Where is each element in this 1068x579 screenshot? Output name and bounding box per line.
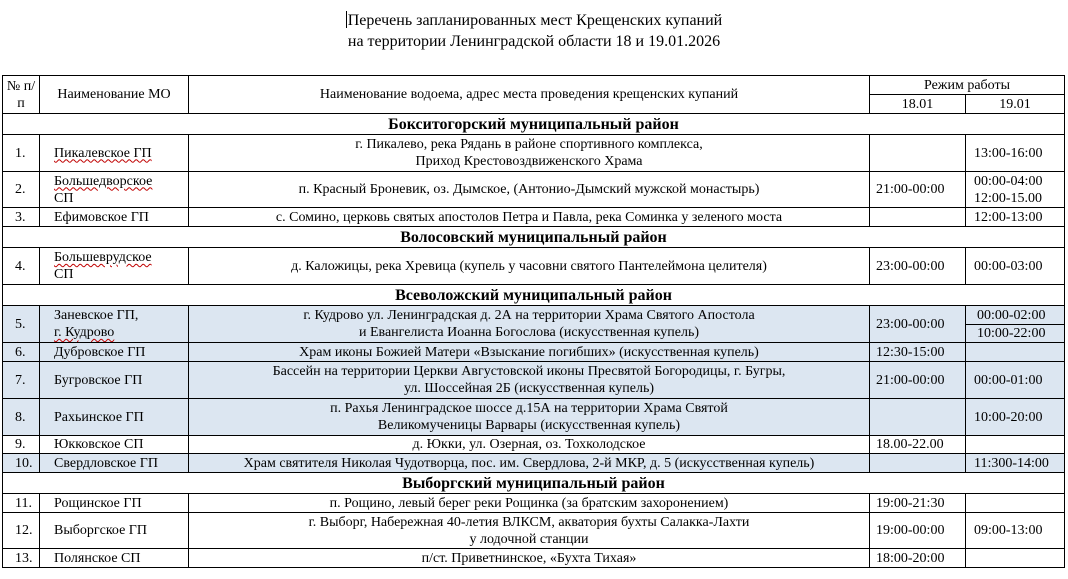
table-row — [3, 248, 1065, 285]
title-line-2: на территории Ленинградской области 18 и 19.01.2026 — [347, 33, 721, 50]
row-mo: Бугровское ГП — [40, 362, 189, 399]
row-time-18: 18.00-22.00 — [870, 436, 966, 454]
table-row — [3, 172, 1065, 208]
header-mo: Наименование МО — [40, 76, 189, 114]
title-line-1: Перечень запланированных мест Крещенских купаний — [347, 12, 723, 29]
row-time-18: 12:30-15:00 — [870, 343, 966, 362]
row-time-19: 13:00-16:00 — [966, 135, 1065, 172]
row-num: 1. — [3, 135, 40, 172]
table-row — [3, 399, 1065, 436]
row-address: п. Красный Броневик, оз. Дымское, (Антонио-Дымский мужской монастырь) — [189, 172, 870, 208]
row-num: 7. — [3, 362, 40, 399]
table-row — [3, 436, 1065, 454]
row-num: 13. — [3, 549, 40, 568]
row-address: п. Рахья Ленинградское шоссе д.15А на территории Храма Святой Великомученицы Варвары (искусственная купель) — [189, 399, 870, 436]
row-address: д. Каложицы, река Хревица (купель у часовни святого Пантелеймона целителя) — [189, 248, 870, 285]
table-row — [3, 208, 1065, 227]
row-time-19: 00:00-03:00 — [966, 248, 1065, 285]
row-num: 11. — [3, 494, 40, 513]
row-time-19: 10:00-20:00 — [966, 399, 1065, 436]
header-date-19: 19.01 — [966, 95, 1065, 114]
row-address: г. Пикалево, река Рядань в районе спортивного комплекса, Приход Крестовоздвиженского Храма — [189, 135, 870, 172]
row-time-18: 23:00-00:00 — [870, 248, 966, 285]
header-num: № п/п — [3, 76, 40, 114]
row-mo: Пикалевское ГП — [40, 135, 189, 172]
table-row — [3, 549, 1065, 568]
table-row — [3, 306, 1065, 343]
table-row — [3, 454, 1065, 473]
row-mo: Большедворское СП — [40, 172, 189, 208]
row-num: 6. — [3, 343, 40, 362]
document-title — [0, 10, 1068, 52]
row-time-19 — [966, 436, 1065, 454]
header-address: Наименование водоема, адрес места проведения крещенских купаний — [189, 76, 870, 114]
row-address: Храм иконы Божией Матери «Взыскание погибших» (искусственная купель) — [189, 343, 870, 362]
bathing-places-table — [2, 75, 1065, 568]
row-num: 8. — [3, 399, 40, 436]
text-cursor — [346, 11, 347, 28]
row-time-19: 00:00-02:00 10:00-22:00 — [966, 306, 1065, 343]
row-time-19 — [966, 549, 1065, 568]
row-address: п. Рощино, левый берег реки Рощинка (за братским захоронением) — [189, 494, 870, 513]
row-address: Бассейн на территории Церкви Августовской иконы Пресвятой Богородицы, г. Бугры, ул. Шоссейная 2Б (искусственная купель) — [189, 362, 870, 399]
region-row: Бокситогорский муниципальный район — [3, 114, 1065, 135]
header-date-18: 18.01 — [870, 95, 966, 114]
region-row: Волосовский муниципальный район — [3, 227, 1065, 248]
row-address: Храм святителя Николая Чудотворца, пос. им. Свердлова, 2-й МКР, д. 5 (искусственная купель) — [189, 454, 870, 473]
row-address: д. Юкки, ул. Озерная, оз. Тохколодское — [189, 436, 870, 454]
row-time-18: 19:00-00:00 — [870, 513, 966, 549]
table-row — [3, 343, 1065, 362]
row-num: 10. — [3, 454, 40, 473]
region-row: Выборгский муниципальный район — [3, 473, 1065, 494]
table-row — [3, 362, 1065, 399]
row-mo: Юкковское СП — [40, 436, 189, 454]
row-time-18: 19:00-21:30 — [870, 494, 966, 513]
row-time-18 — [870, 399, 966, 436]
row-time-19: 00:00-04:00 12:00-15.00 — [966, 172, 1065, 208]
row-address: п/ст. Приветнинское, «Бухта Тихая» — [189, 549, 870, 568]
row-time-18: 23:00-00:00 — [870, 306, 966, 343]
row-time-18: 21:00-00:00 — [870, 362, 966, 399]
table-row — [3, 513, 1065, 549]
row-time-18 — [870, 135, 966, 172]
header-mode: Режим работы — [870, 76, 1065, 95]
row-mo: Заневское ГП, г. Кудрово — [40, 306, 189, 343]
row-mo: Ефимовское ГП — [40, 208, 189, 227]
row-time-19: 09:00-13:00 — [966, 513, 1065, 549]
row-time-19: 11:300-14:00 — [966, 454, 1065, 473]
row-time-19: 12:00-13:00 — [966, 208, 1065, 227]
row-mo: Дубровское ГП — [40, 343, 189, 362]
row-mo: Большеврудское СП — [40, 248, 189, 285]
row-time-19 — [966, 494, 1065, 513]
row-num: 5. — [3, 306, 40, 343]
row-time-19 — [966, 343, 1065, 362]
row-time-18 — [870, 454, 966, 473]
row-address: с. Сомино, церковь святых апостолов Петра и Павла, река Соминка у зеленого моста — [189, 208, 870, 227]
row-mo: Рощинское ГП — [40, 494, 189, 513]
row-mo: Выборгское ГП — [40, 513, 189, 549]
table-row — [3, 135, 1065, 172]
table-row — [3, 494, 1065, 513]
row-num: 4. — [3, 248, 40, 285]
row-num: 9. — [3, 436, 40, 454]
row-time-18 — [870, 208, 966, 227]
row-num: 3. — [3, 208, 40, 227]
region-row: Всеволожский муниципальный район — [3, 285, 1065, 306]
row-mo: Полянское СП — [40, 549, 189, 568]
row-address: г. Выборг, Набережная 40-летия ВЛКСМ, акватория бухты Салакка-Лахти у лодочной станции — [189, 513, 870, 549]
row-time-18: 21:00-00:00 — [870, 172, 966, 208]
row-time-18: 18:00-20:00 — [870, 549, 966, 568]
row-num: 12. — [3, 513, 40, 549]
row-mo: Рахьинское ГП — [40, 399, 189, 436]
row-address: г. Кудрово ул. Ленинградская д. 2А на территории Храма Святого Апостола и Евангелиста Иоанна Богослова (искусственная купель) — [189, 306, 870, 343]
row-num: 2. — [3, 172, 40, 208]
row-mo: Свердловское ГП — [40, 454, 189, 473]
row-time-19: 00:00-01:00 — [966, 362, 1065, 399]
